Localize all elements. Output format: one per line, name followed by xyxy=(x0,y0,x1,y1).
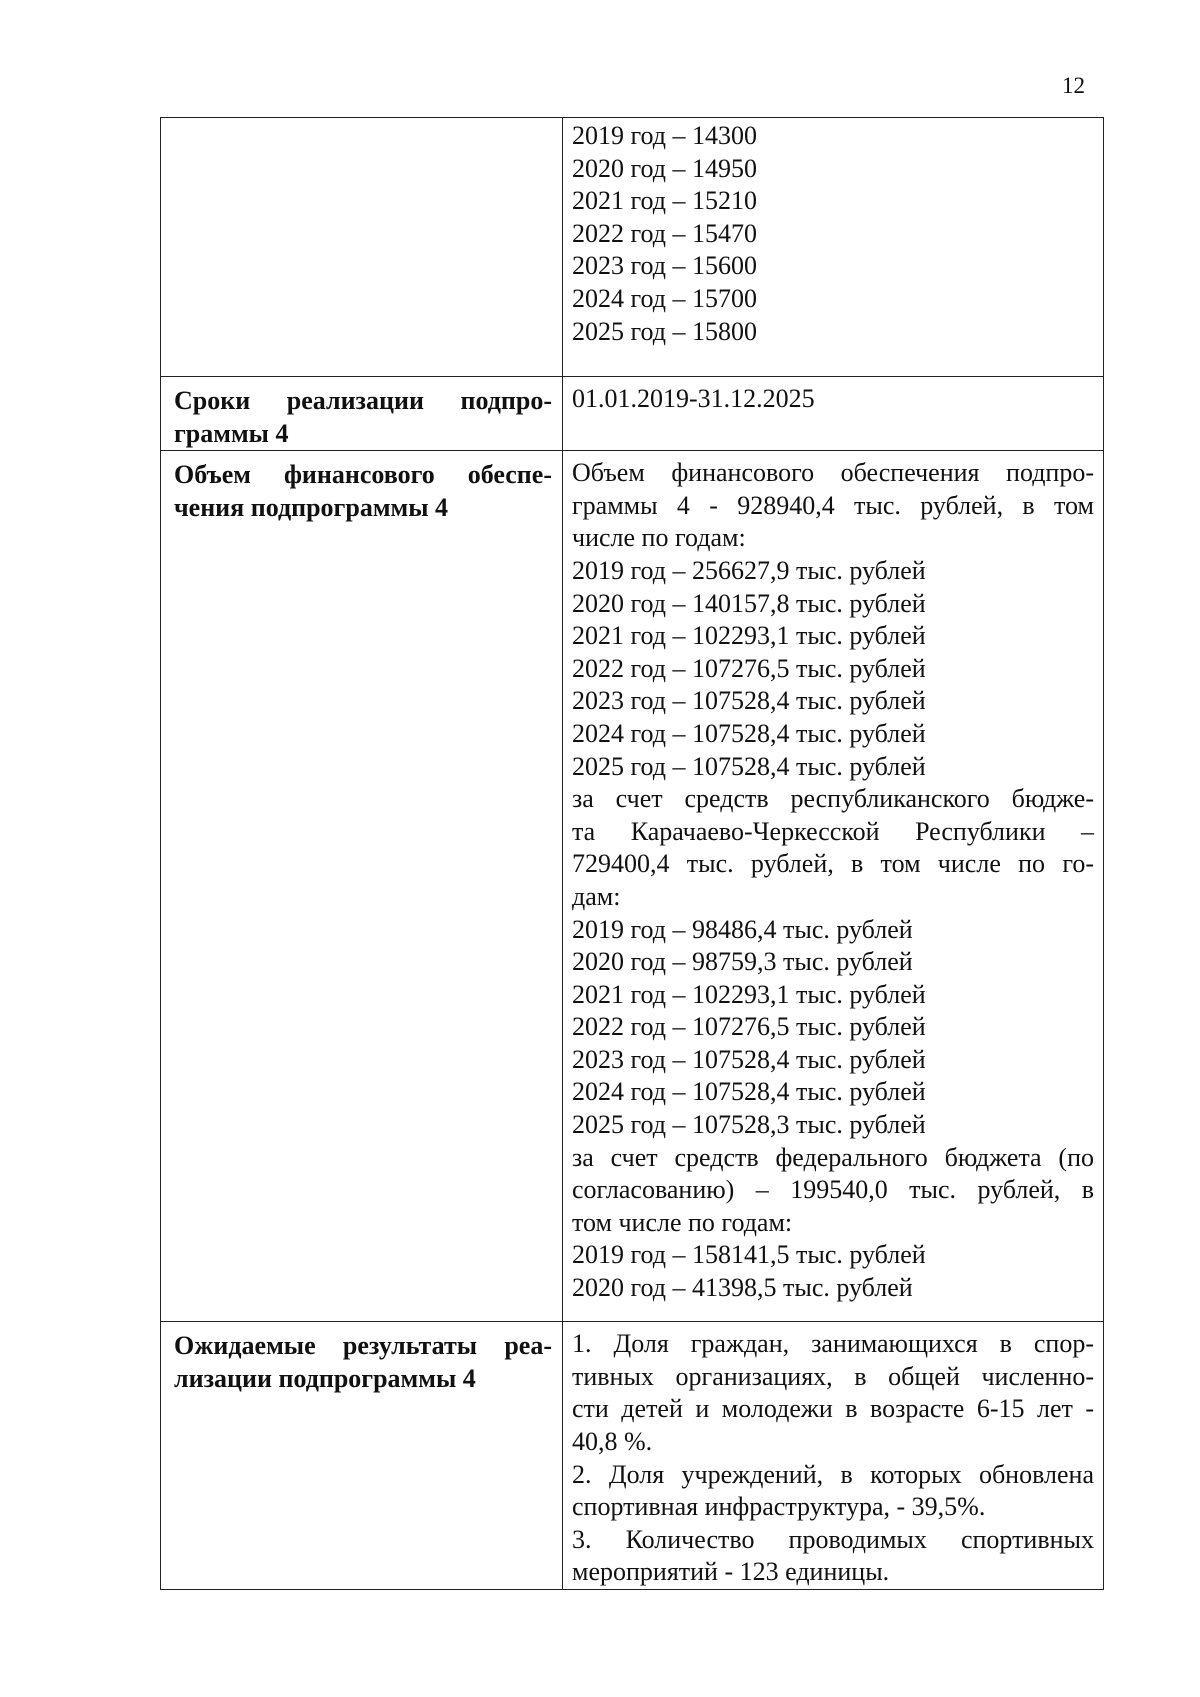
value-line: 729400,4 тыс. рублей, в том числе по го- xyxy=(572,849,1094,879)
value-line: тивных организациях, в общей численно- xyxy=(572,1361,1094,1391)
value-line: 2024 год – 107528,4 тыс. рублей xyxy=(572,718,926,748)
value-line: мероприятий - 123 единицы. xyxy=(572,1557,890,1587)
value-line: 2. Доля учреждений, в которых обновлена xyxy=(572,1459,1094,1489)
value-line: дам: xyxy=(572,881,621,911)
table-row xyxy=(161,1322,1104,1590)
row-value-cell xyxy=(563,1322,1104,1590)
value-line: за счет средств республиканского бюдже- xyxy=(572,784,1094,814)
value-line: та Карачаево-Черкесской Республики – xyxy=(572,816,1094,846)
value-line: том числе по годам: xyxy=(572,1207,793,1237)
value-line: 2023 год – 107528,4 тыс. рублей xyxy=(572,1044,926,1074)
value-line: 1. Доля граждан, занимающихся в спор- xyxy=(572,1329,1094,1359)
value-line: 2020 год – 140157,8 тыс. рублей xyxy=(572,588,926,618)
label-line: Объем финансового обеспе- xyxy=(174,460,552,490)
value-line: 2020 год – 14950 xyxy=(572,153,757,183)
table-row xyxy=(161,118,1104,377)
label-line: граммы 4 xyxy=(174,418,289,448)
value-line: спортивная инфраструктура, - 39,5%. xyxy=(572,1492,986,1522)
value-line: 2020 год – 98759,3 тыс. рублей xyxy=(572,947,913,977)
value-line: 2021 год – 102293,1 тыс. рублей xyxy=(572,621,926,651)
value-line: 2020 год – 41398,5 тыс. рублей xyxy=(572,1273,913,1303)
value-line: 2021 год – 102293,1 тыс. рублей xyxy=(572,979,926,1009)
value-line: 3. Количество проводимых спортивных xyxy=(572,1524,1094,1554)
value-line: 2024 год – 107528,4 тыс. рублей xyxy=(572,1077,926,1107)
row-value-cell xyxy=(563,377,1104,451)
table-row xyxy=(161,377,1104,451)
page-number: 12 xyxy=(1062,73,1085,98)
row-label-cell xyxy=(161,1322,563,1590)
subprogram-passport-table xyxy=(160,117,1104,1590)
table-row xyxy=(161,451,1104,1322)
value-line: 2019 год – 98486,4 тыс. рублей xyxy=(572,914,913,944)
value-line: 2023 год – 107528,4 тыс. рублей xyxy=(572,686,926,716)
value-line: 2019 год – 14300 xyxy=(572,121,757,150)
row-label-cell xyxy=(161,377,563,451)
value-line: 01.01.2019-31.12.2025 xyxy=(572,384,815,413)
value-line: 40,8 %. xyxy=(572,1426,653,1456)
value-line: 2022 год – 107276,5 тыс. рублей xyxy=(572,653,926,683)
value-line: 2024 год – 15700 xyxy=(572,283,757,313)
value-line: 2025 год – 107528,3 тыс. рублей xyxy=(572,1110,926,1140)
value-line: 2023 год – 15600 xyxy=(572,251,757,281)
value-line: Объем финансового обеспечения подпро- xyxy=(572,458,1094,488)
value-line: за счет средств федерального бюджета (по xyxy=(572,1142,1094,1172)
value-line: 2025 год – 15800 xyxy=(572,316,757,346)
row-label-cell xyxy=(161,451,563,1322)
row-value-cell xyxy=(563,118,1104,377)
label-line: Ожидаемые результаты реа- xyxy=(174,1331,552,1361)
row-label-cell xyxy=(161,118,563,377)
value-line: 2025 год – 107528,4 тыс. рублей xyxy=(572,751,926,781)
value-line: сти детей и молодежи в возрасте 6-15 лет - xyxy=(572,1394,1094,1424)
value-line: 2022 год – 15470 xyxy=(572,218,757,248)
value-line: согласованию) – 199540,0 тыс. рублей, в xyxy=(572,1175,1094,1205)
value-line: 2019 год – 158141,5 тыс. рублей xyxy=(572,1240,926,1270)
value-line: граммы 4 - 928940,4 тыс. рублей, в том xyxy=(572,490,1094,520)
row-value-cell xyxy=(563,451,1104,1322)
label-line: чения подпрограммы 4 xyxy=(174,492,449,522)
value-line: 2019 год – 256627,9 тыс. рублей xyxy=(572,555,926,585)
value-line: числе по годам: xyxy=(572,523,746,553)
label-line: лизации подпрограммы 4 xyxy=(174,1363,476,1393)
value-line: 2021 год – 15210 xyxy=(572,186,757,216)
value-line: 2022 год – 107276,5 тыс. рублей xyxy=(572,1012,926,1042)
label-line: Сроки реализации подпро- xyxy=(174,386,552,415)
